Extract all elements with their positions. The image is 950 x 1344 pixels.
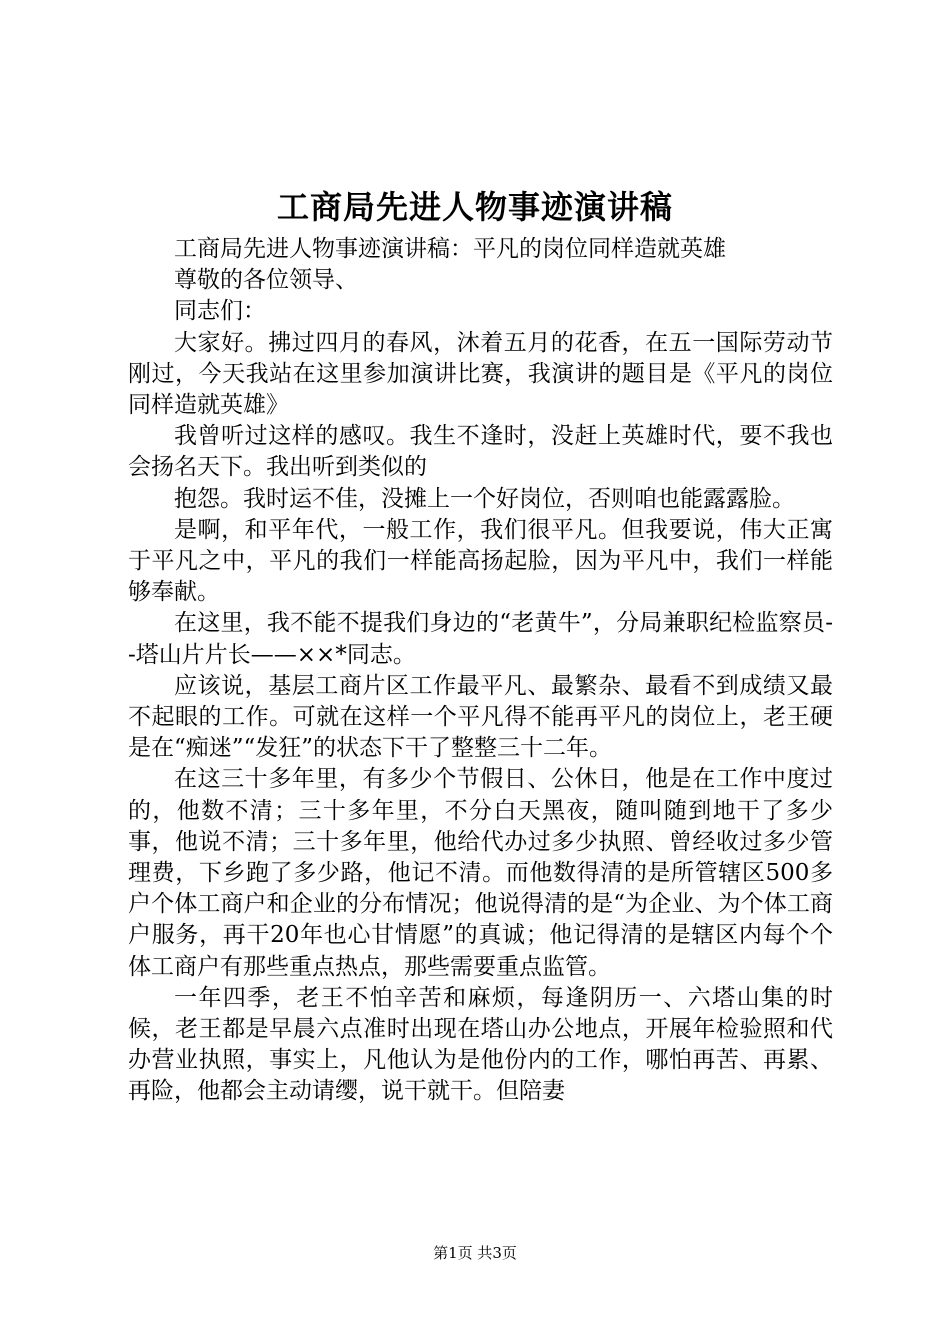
paragraph: 一年四季，老王不怕辛苦和麻烦，每逢阴历一、六塔山集的时候，老王都是早晨六点准时出现在塔山办公地点，开展年检验照和代办营业执照，事实上，凡他认为是他份内的工作，哪怕再苦、再累、再险，他都会主动请缨，说干就干。但陪妻 xyxy=(128,984,833,1105)
paragraph: 大家好。拂过四月的春风，沐着五月的花香，在五一国际劳动节刚过，今天我站在这里参加演讲比赛，我演讲的题目是《平凡的岗位同样造就英雄》 xyxy=(128,329,833,419)
document-title: 工商局先进人物事迹演讲稿 xyxy=(276,188,673,226)
paragraph: 抱怨。我时运不佳，没摊上一个好岗位，否则咱也能露露脸。 xyxy=(174,485,795,512)
paragraph: 在这里，我不能不提我们身边的“老黄牛”，分局兼职纪检监察员--塔山片片长——××*同志。 xyxy=(128,610,833,668)
paragraph: 我曾听过这样的感叹。我生不逢时，没赶上英雄时代，要不我也会扬名天下。我出听到类似的 xyxy=(128,423,833,481)
page-footer: 第1页 共3页 xyxy=(433,1244,517,1262)
paragraph: 在这三十多年里，有多少个节假日、公休日，他是在工作中度过的，他数不清；三十多年里，不分白天黑夜，随叫随到地干了多少事，他说不清；三十多年里，他给代办过多少执照、曾经收过多少管理费，下乡跑了多少路，他记不清。而他数得清的是所管辖区500多户个体工商户和企业的分布情况；他说得清的是“为企业、为个体工商户服务，再干20年也心甘情愿”的真诚；他记得清的是辖区内每个个体工商户有那些重点热点，那些需要重点监管。 xyxy=(128,766,833,980)
paragraph-salutation: 尊敬的各位领导、 xyxy=(174,267,358,294)
paragraph: 应该说，基层工商片区工作最平凡、最繁杂、最看不到成绩又最不起眼的工作。可就在这样一个平凡得不能再平凡的岗位上，老王硬是在“痴迷”“发狂”的状态下干了整整三十二年。 xyxy=(128,672,833,762)
paragraph-subtitle: 工商局先进人物事迹演讲稿：平凡的岗位同样造就英雄 xyxy=(174,236,726,262)
paragraph: 是啊，和平年代，一般工作，我们很平凡。但我要说，伟大正寓于平凡之中，平凡的我们一样能高扬起脸，因为平凡中，我们一样能够奉献。 xyxy=(128,516,833,606)
document-body xyxy=(128,234,833,1108)
paragraph-salutation-2: 同志们： xyxy=(174,298,266,325)
